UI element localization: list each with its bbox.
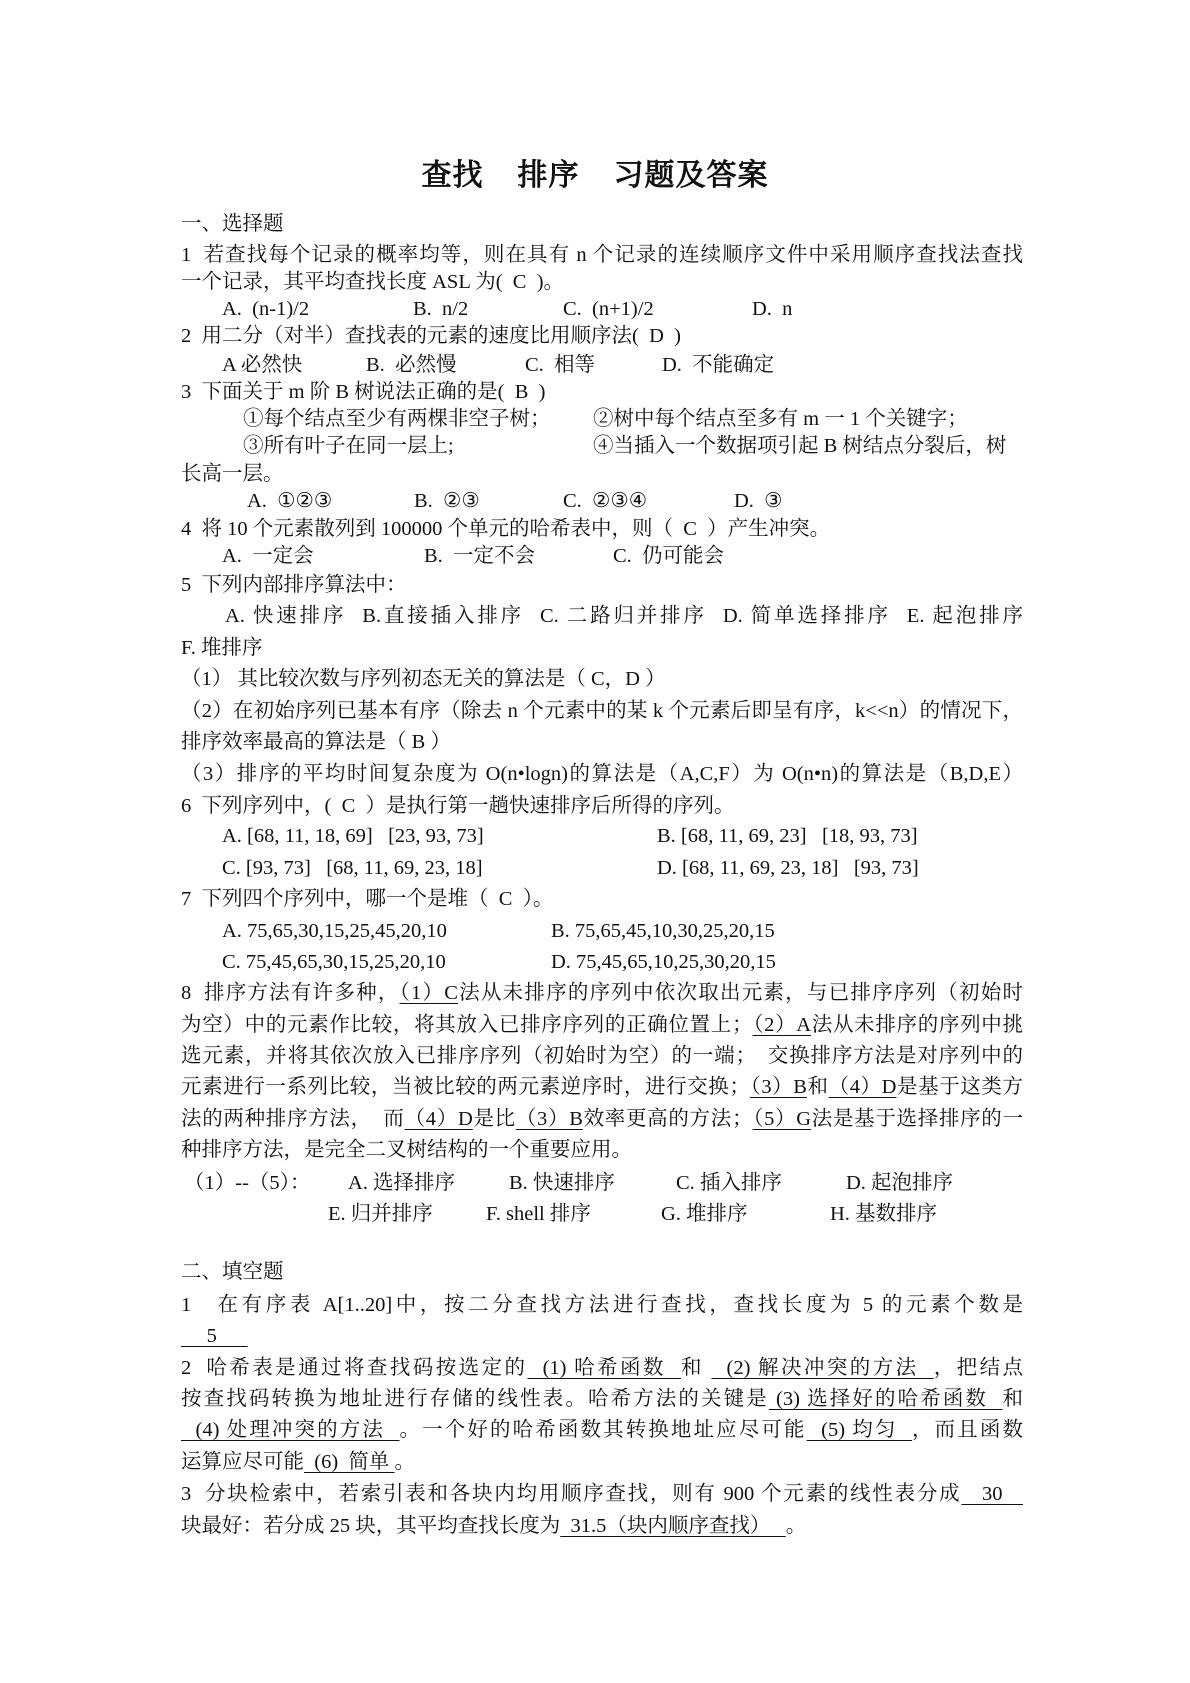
- text-line: [181, 1291, 1023, 1319]
- text-line: [0, 351, 1000, 379]
- text-segment: A. 75,65,30,15,25,45,20,10: [222, 920, 447, 942]
- text-segment: D. 75,45,65,10,25,30,20,15: [551, 951, 776, 973]
- text-segment: A 必然快: [222, 354, 303, 376]
- text-line: [181, 1385, 1023, 1413]
- text-line: [181, 1480, 1023, 1508]
- text-segment: 2 哈希表是通过将查找码按选定的: [181, 1357, 528, 1379]
- text-line: [181, 760, 1023, 788]
- text-segment: 和: [680, 1357, 712, 1379]
- answer-blank: (4) 处理冲突的方法: [181, 1419, 400, 1441]
- text-segment: H. 基数排序: [830, 1203, 938, 1225]
- text-line: [181, 1354, 1023, 1382]
- text-segment: A. 快速排序 B.直接插入排序 C. 二路归并排序 D. 简单选择排序 E. 起泡排序: [225, 605, 1023, 627]
- text-line: [181, 979, 1023, 1007]
- text-line: [181, 665, 666, 693]
- answer-blank: （3）B: [749, 1076, 807, 1098]
- text-segment: B. 必然慢: [366, 354, 457, 376]
- text-segment: B. 一定不会: [424, 545, 536, 567]
- text-segment: A. (n-1)/2: [222, 298, 310, 320]
- answer-blank: 30: [961, 1483, 1024, 1505]
- text-segment: D. n: [752, 298, 793, 320]
- text-segment: 法从未排序的序列中依次取出元素，与已排序序列（初始时: [457, 982, 1023, 1004]
- text-segment: 和: [806, 1076, 829, 1098]
- text-segment: B. ②③: [414, 490, 480, 512]
- text-line: [181, 697, 1023, 725]
- text-segment: E. 归并排序: [328, 1203, 433, 1225]
- text-line: [181, 210, 284, 238]
- text-segment: 为空）中的元素作比较，将其放入已排序序列的正确位置上；: [181, 1014, 753, 1036]
- text-segment: C. 75,45,65,30,15,25,20,10: [222, 951, 446, 973]
- text-line: [225, 602, 1023, 630]
- text-segment: F. 堆排序: [181, 637, 263, 659]
- text-segment: 块最好：若分成 25 块，其平均查找长度为: [181, 1515, 561, 1537]
- text-line: [0, 487, 1000, 515]
- answer-blank: （2）A: [752, 1014, 812, 1036]
- text-segment: B. n/2: [413, 298, 469, 320]
- text-segment: 种排序方法，是完全二叉树结构的一个重要应用。: [181, 1139, 632, 1161]
- text-segment: D. ③: [734, 490, 783, 512]
- text-line: [181, 1258, 284, 1286]
- text-segment: 法的两种排序方法， 而: [181, 1108, 405, 1130]
- answer-blank: (1) 哈希函数: [527, 1357, 681, 1379]
- text-segment: 运算应尽可能: [181, 1451, 304, 1473]
- text-line: [181, 268, 564, 296]
- text-segment: C. [93, 73] [68, 11, 69, 23, 18]: [222, 857, 483, 879]
- text-segment: 8 排序方法有许多种，: [181, 982, 400, 1004]
- text-segment: D. 不能确定: [662, 354, 775, 376]
- answer-blank: (6) 简单: [304, 1451, 395, 1473]
- text-segment: A. 一定会: [222, 545, 314, 567]
- text-segment: 2 用二分（对半）查找表的元素的速度比用顺序法( D ): [181, 325, 681, 347]
- text-line: [0, 295, 1000, 323]
- answer-blank: (5) 均匀: [806, 1419, 913, 1441]
- text-segment: A. ①②③: [247, 490, 333, 512]
- text-segment: C. 相等: [525, 354, 596, 376]
- text-line: [181, 1448, 415, 1476]
- text-segment: D. 起泡排序: [846, 1172, 954, 1194]
- text-segment: （3）排序的平均时间复杂度为 O(n•logn)的算法是（A,C,F）为 O(n•n)的算法是（B,D,E）: [181, 763, 1023, 785]
- text-segment: 是比: [472, 1108, 516, 1130]
- text-line: [0, 822, 1000, 850]
- answer-blank: （5）G: [752, 1108, 812, 1130]
- text-line: [181, 728, 451, 756]
- text-segment: C. 插入排序: [676, 1172, 782, 1194]
- text-segment: A. 选择排序: [348, 1172, 456, 1194]
- text-line: [181, 1416, 1023, 1444]
- text-segment: C. ②③④: [563, 490, 648, 512]
- text-segment: ④当插入一个数据项引起 B 树结点分裂后，树: [593, 435, 1007, 457]
- text-segment: B. [68, 11, 69, 23] [18, 93, 73]: [657, 825, 918, 847]
- answer-blank: （4）D: [404, 1108, 473, 1130]
- text-line: [181, 1042, 1023, 1070]
- text-segment: ，把结点: [933, 1357, 1024, 1379]
- text-segment: 二、填空题: [181, 1261, 284, 1283]
- text-segment: 3 分块检索中，若索引表和各块内均用顺序查找，则有 900 个元素的线性表分成: [181, 1483, 962, 1505]
- text-line: [181, 460, 284, 488]
- text-line: [181, 1512, 806, 1540]
- text-segment: （1）--（5）：: [184, 1172, 311, 1194]
- text-segment: D. [68, 11, 69, 23, 18] [93, 73]: [657, 857, 919, 879]
- text-segment: 效率更高的方法；: [582, 1108, 753, 1130]
- answer-blank: 31.5（块内顺序查找）: [560, 1515, 786, 1537]
- text-segment: C. (n+1)/2: [563, 298, 654, 320]
- answer-blank: (2) 解决冲突的方法: [711, 1357, 934, 1379]
- text-segment: B. 75,65,45,10,30,25,20,15: [551, 920, 775, 942]
- text-segment: A. [68, 11, 18, 69] [23, 93, 73]: [222, 825, 484, 847]
- text-line: [181, 241, 1023, 269]
- text-line: [0, 405, 1000, 433]
- text-segment: 长高一层。: [181, 463, 284, 485]
- text-line: [181, 1011, 1023, 1039]
- text-segment: （2）在初始序列已基本有序（除去 n 个元素中的某 k 个元素后即呈有序，k<<n）的情况下，: [181, 700, 1023, 722]
- text-line: [181, 1073, 1023, 1101]
- answer-blank: （4）D: [828, 1076, 897, 1098]
- text-segment: 1 在有序表 A[1..20]中，按二分查找方法进行查找，查找长度为 5 的元素个数是: [181, 1294, 1023, 1316]
- text-segment: ①每个结点至少有两棵非空子树；: [243, 408, 551, 430]
- text-segment: C. 仍可能会: [613, 545, 725, 567]
- answer-blank: （1）C: [399, 982, 458, 1004]
- text-line: [181, 1105, 1023, 1133]
- answer-blank: （3）B: [515, 1108, 583, 1130]
- text-line: [0, 917, 1000, 945]
- text-segment: ②树中每个结点至多有 m 一 1 个关键字；: [593, 408, 968, 430]
- text-segment: 是基于这类方: [896, 1076, 1024, 1098]
- text-segment: 4 将 10 个元素散列到 100000 个单元的哈希表中，则（ C ）产生冲突。: [181, 518, 831, 540]
- text-segment: 法从未排序的序列中挑: [811, 1014, 1023, 1036]
- text-segment: 查找 排序 习题及答案: [421, 159, 769, 192]
- answer-blank: 5: [181, 1325, 248, 1347]
- text-segment: 一个记录，其平均查找长度 ASL 为( C )。: [181, 271, 565, 293]
- text-segment: ，而且函数: [912, 1419, 1024, 1441]
- text-line: [0, 948, 1000, 976]
- text-line: [0, 1200, 1000, 1228]
- text-segment: G. 堆排序: [661, 1203, 748, 1225]
- text-segment: 。: [394, 1451, 416, 1473]
- text-line: [0, 1169, 1000, 1197]
- text-segment: 6 下列序列中，( C ）是执行第一趟快速排序后所得的序列。: [181, 795, 735, 817]
- text-segment: F. shell 排序: [486, 1203, 591, 1225]
- text-segment: 。一个好的哈希函数其转换地址应尽可能: [399, 1419, 807, 1441]
- text-segment: 法是基于选择排序的一: [811, 1108, 1024, 1130]
- text-segment: 1 若查找每个记录的概率均等，则在具有 n 个记录的连续顺序文件中采用顺序查找法查找: [181, 244, 1023, 266]
- text-segment: 3 下面关于 m 阶 B 树说法正确的是( B ): [181, 381, 546, 403]
- text-line: [181, 515, 830, 543]
- text-line: [181, 322, 681, 350]
- text-segment: B. 快速排序: [509, 1172, 615, 1194]
- text-line: [181, 571, 407, 599]
- text-segment: ③所有叶子在同一层上;: [243, 435, 454, 457]
- text-segment: （1） 其比较次数与序列初态无关的算法是（ C，D ）: [181, 668, 666, 690]
- answer-blank: (3) 选择好的哈希函数: [768, 1388, 1003, 1410]
- text-line: [181, 1136, 632, 1164]
- text-segment: 一、选择题: [181, 213, 284, 235]
- text-line: [0, 854, 1000, 882]
- text-segment: 。: [785, 1515, 807, 1537]
- text-line: [0, 432, 1007, 460]
- text-segment: 7 下列四个序列中，哪一个是堆（ C ）。: [181, 888, 554, 910]
- text-line: [181, 792, 735, 820]
- text-line: [0, 542, 1000, 570]
- text-segment: 元素进行一系列比较，当被比较的两元素逆序时，进行交换；: [181, 1076, 750, 1098]
- text-line: [181, 634, 263, 662]
- text-segment: 排序效率最高的算法是（ B ）: [181, 731, 451, 753]
- page-title: [0, 158, 1190, 194]
- text-segment: 选元素，并将其依次放入已排序序列（初始时为空）的一端； 交换排序方法是对序列中的: [181, 1045, 1023, 1067]
- text-segment: 按查找码转换为地址进行存储的线性表。哈希方法的关键是: [181, 1388, 769, 1410]
- text-line: [181, 885, 553, 913]
- text-segment: 和: [1002, 1388, 1024, 1410]
- text-line: [181, 378, 545, 406]
- text-segment: 5 下列内部排序算法中：: [181, 574, 407, 596]
- text-line: [181, 1322, 248, 1350]
